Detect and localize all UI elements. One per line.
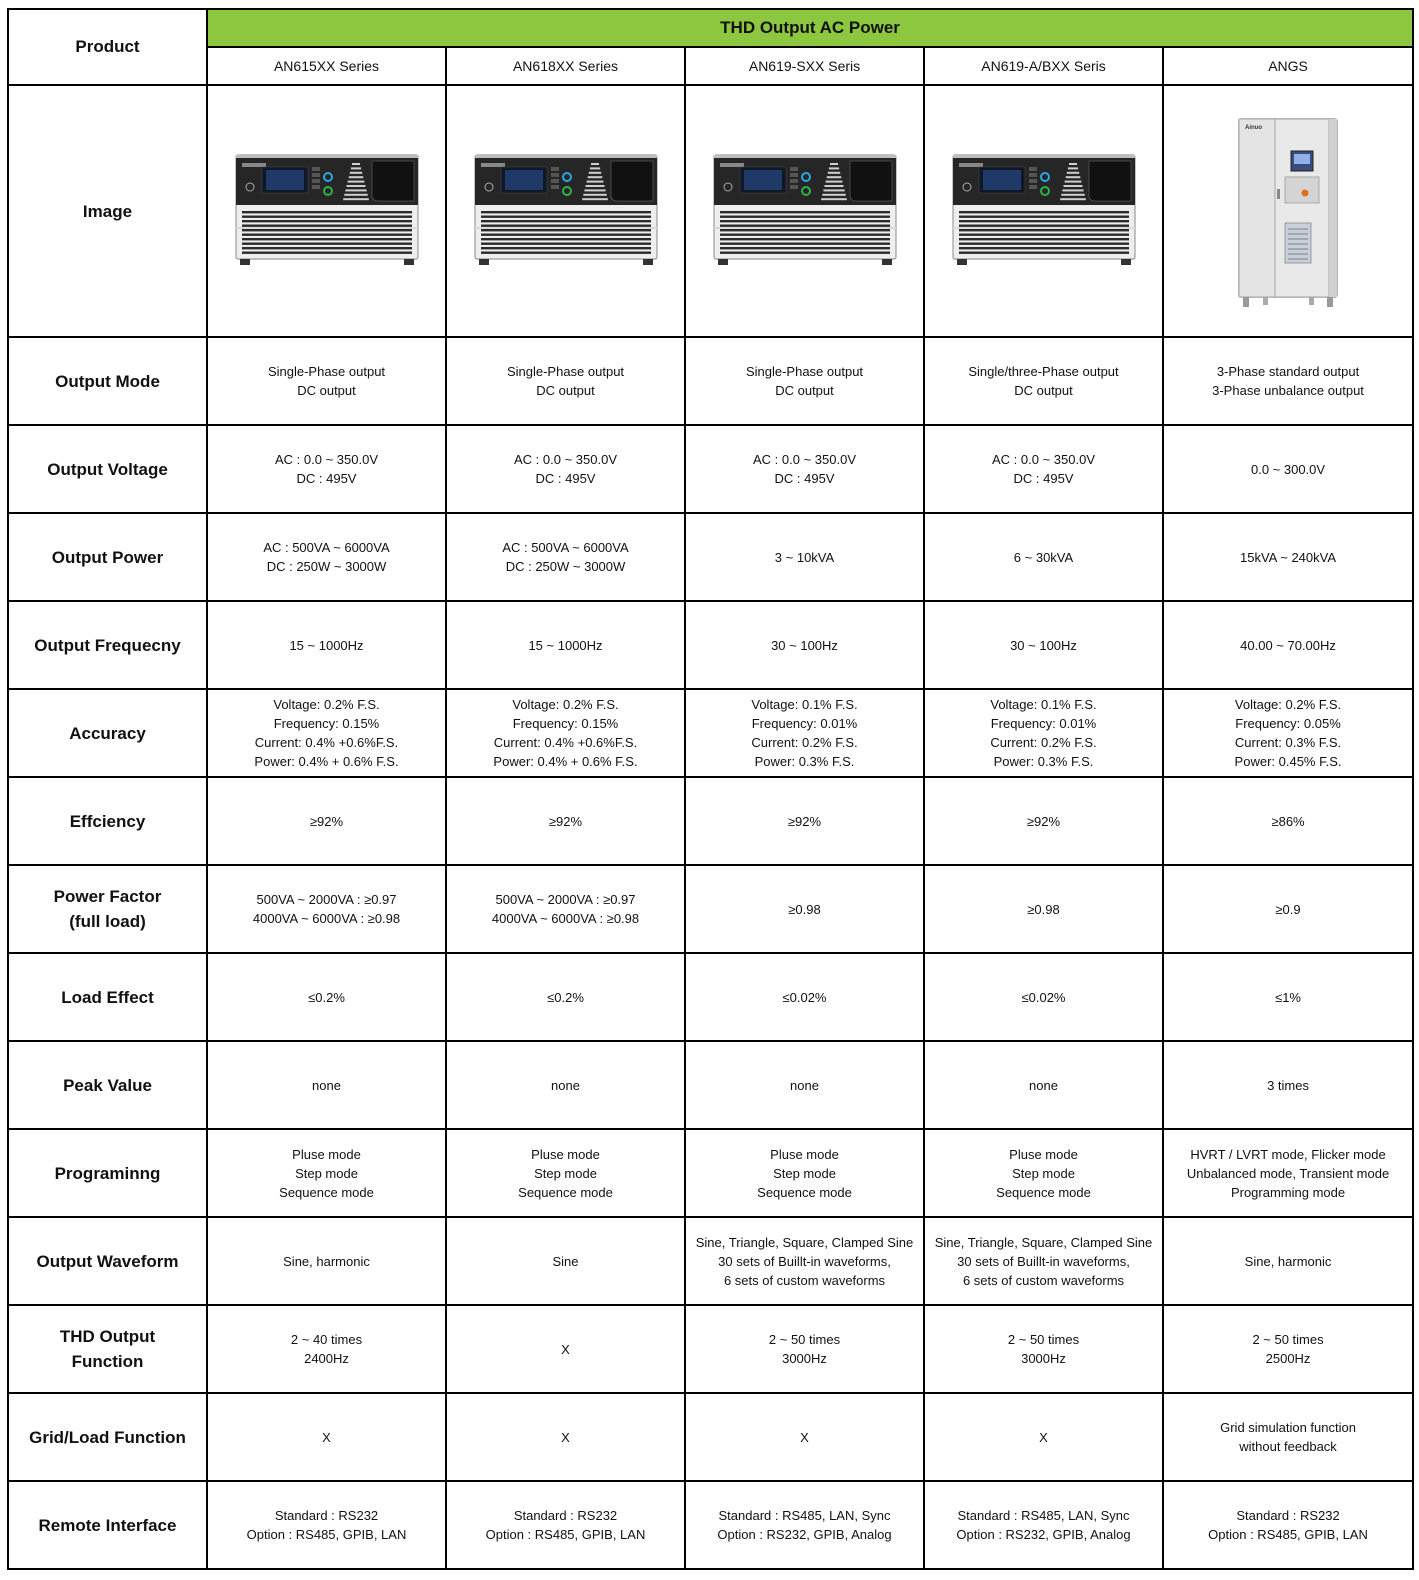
spec-cell: 40.00 ~ 70.00Hz	[1163, 601, 1413, 689]
spec-cell: ≤0.2%	[207, 953, 446, 1041]
spec-cell: 0.0 ~ 300.0V	[1163, 425, 1413, 513]
spec-cell: Voltage: 0.2% F.S. Frequency: 0.15% Current: 0.4% +0.6%F.S. Power: 0.4% + 0.6% F.S.	[207, 689, 446, 777]
spec-cell: X	[924, 1393, 1163, 1481]
row-label: Grid/Load Function	[8, 1393, 207, 1481]
model-row	[8, 47, 1413, 85]
row-label: Output Mode	[8, 337, 207, 425]
spec-cell: ≤0.02%	[924, 953, 1163, 1041]
model-name: ANGS	[1163, 47, 1413, 85]
spec-cell: 2 ~ 40 times 2400Hz	[207, 1305, 446, 1393]
spec-row-remote-interface	[8, 1481, 1413, 1569]
spec-table-body	[8, 9, 1413, 1569]
spec-cell: Standard : RS485, LAN, Sync Option : RS232, GPIB, Analog	[685, 1481, 924, 1569]
spec-cell: ≥92%	[924, 777, 1163, 865]
spec-cell: 15 ~ 1000Hz	[446, 601, 685, 689]
spec-cell: HVRT / LVRT mode, Flicker mode Unbalanced mode, Transient mode Programming mode	[1163, 1129, 1413, 1217]
spec-cell: 2 ~ 50 times 3000Hz	[924, 1305, 1163, 1393]
rack-power-supply-icon	[471, 153, 661, 269]
spec-cell: Sine	[446, 1217, 685, 1305]
rack-power-supply-icon	[710, 153, 900, 269]
spec-cell: AC : 0.0 ~ 350.0V DC : 495V	[207, 425, 446, 513]
spec-row-effciency	[8, 777, 1413, 865]
spec-cell: ≥0.98	[685, 865, 924, 953]
spec-cell: X	[685, 1393, 924, 1481]
spec-cell: Standard : RS232 Option : RS485, GPIB, LAN	[1163, 1481, 1413, 1569]
spec-cell: Single/three-Phase output DC output	[924, 337, 1163, 425]
spec-comparison-table	[7, 8, 1414, 1570]
model-name: AN619-SXX Seris	[685, 47, 924, 85]
spec-cell: ≥86%	[1163, 777, 1413, 865]
spec-row-accuracy	[8, 689, 1413, 777]
spec-row-output-voltage	[8, 425, 1413, 513]
spec-cell: 500VA ~ 2000VA : ≥0.97 4000VA ~ 6000VA : ≥0.98	[207, 865, 446, 953]
group-header-row	[8, 9, 1413, 47]
spec-cell: AC : 500VA ~ 6000VA DC : 250W ~ 3000W	[446, 513, 685, 601]
row-label: Output Frequecny	[8, 601, 207, 689]
spec-cell: ≥92%	[446, 777, 685, 865]
spec-cell: ≥0.98	[924, 865, 1163, 953]
spec-cell: X	[207, 1393, 446, 1481]
spec-row-programinng	[8, 1129, 1413, 1217]
spec-cell: ≤0.02%	[685, 953, 924, 1041]
spec-cell: X	[446, 1305, 685, 1393]
spec-row-output-mode	[8, 337, 1413, 425]
spec-row-peak-value	[8, 1041, 1413, 1129]
row-label: THD Output Function	[8, 1305, 207, 1393]
spec-cell: ≤1%	[1163, 953, 1413, 1041]
spec-row-load-effect	[8, 953, 1413, 1041]
svg-text:Ainuo: Ainuo	[1245, 125, 1263, 131]
spec-cell: AC : 0.0 ~ 350.0V DC : 495V	[446, 425, 685, 513]
spec-cell: Sine, Triangle, Square, Clamped Sine 30 sets of Buillt-in waveforms, 6 sets of custom waveforms	[924, 1217, 1163, 1305]
model-name: AN619-A/BXX Seris	[924, 47, 1163, 85]
spec-cell: 2 ~ 50 times 2500Hz	[1163, 1305, 1413, 1393]
spec-cell: ≥92%	[685, 777, 924, 865]
spec-cell: Pluse mode Step mode Sequence mode	[924, 1129, 1163, 1217]
spec-cell: Voltage: 0.1% F.S. Frequency: 0.01% Current: 0.2% F.S. Power: 0.3% F.S.	[924, 689, 1163, 777]
spec-cell: Sine, Triangle, Square, Clamped Sine 30 sets of Buillt-in waveforms, 6 sets of custom waveforms	[685, 1217, 924, 1305]
spec-cell: none	[446, 1041, 685, 1129]
product-label: Product	[8, 9, 207, 85]
spec-cell: Sine, harmonic	[1163, 1217, 1413, 1305]
row-label: Output Waveform	[8, 1217, 207, 1305]
spec-cell: Single-Phase output DC output	[446, 337, 685, 425]
spec-cell: ≥0.9	[1163, 865, 1413, 953]
spec-row-output-waveform	[8, 1217, 1413, 1305]
model-name: AN615XX Series	[207, 47, 446, 85]
spec-cell: ≤0.2%	[446, 953, 685, 1041]
spec-row-grid-load-function	[8, 1393, 1413, 1481]
row-label: Accuracy	[8, 689, 207, 777]
model-name: AN618XX Series	[446, 47, 685, 85]
spec-cell: AC : 0.0 ~ 350.0V DC : 495V	[924, 425, 1163, 513]
spec-cell: X	[446, 1393, 685, 1481]
spec-cell: AC : 0.0 ~ 350.0V DC : 495V	[685, 425, 924, 513]
spec-cell: none	[685, 1041, 924, 1129]
spec-row-thd-output-function	[8, 1305, 1413, 1393]
spec-cell: Sine, harmonic	[207, 1217, 446, 1305]
group-title: THD Output AC Power	[207, 9, 1413, 47]
spec-cell: Voltage: 0.2% F.S. Frequency: 0.15% Current: 0.4% +0.6%F.S. Power: 0.4% + 0.6% F.S.	[446, 689, 685, 777]
row-label: Effciency	[8, 777, 207, 865]
spec-cell: Standard : RS485, LAN, Sync Option : RS232, GPIB, Analog	[924, 1481, 1163, 1569]
rack-power-supply-icon	[949, 153, 1139, 269]
spec-cell: 500VA ~ 2000VA : ≥0.97 4000VA ~ 6000VA : ≥0.98	[446, 865, 685, 953]
spec-row-output-power	[8, 513, 1413, 601]
spec-cell: Single-Phase output DC output	[207, 337, 446, 425]
spec-cell: 6 ~ 30kVA	[924, 513, 1163, 601]
spec-cell: Voltage: 0.1% F.S. Frequency: 0.01% Current: 0.2% F.S. Power: 0.3% F.S.	[685, 689, 924, 777]
cabinet-power-supply-icon	[1233, 113, 1343, 309]
spec-cell: Pluse mode Step mode Sequence mode	[685, 1129, 924, 1217]
spec-row-output-frequecny	[8, 601, 1413, 689]
spec-cell: 3 ~ 10kVA	[685, 513, 924, 601]
row-label: Output Voltage	[8, 425, 207, 513]
row-label: Output Power	[8, 513, 207, 601]
image-row	[8, 85, 1413, 337]
spec-cell: 3 times	[1163, 1041, 1413, 1129]
rack-power-supply-icon	[232, 153, 422, 269]
row-label: Power Factor (full load)	[8, 865, 207, 953]
spec-cell: Voltage: 0.2% F.S. Frequency: 0.05% Current: 0.3% F.S. Power: 0.45% F.S.	[1163, 689, 1413, 777]
spec-cell: Single-Phase output DC output	[685, 337, 924, 425]
row-label: Peak Value	[8, 1041, 207, 1129]
spec-cell: Grid simulation function without feedback	[1163, 1393, 1413, 1481]
product-image-cell	[924, 85, 1163, 337]
spec-cell: Pluse mode Step mode Sequence mode	[207, 1129, 446, 1217]
image-label: Image	[8, 85, 207, 337]
row-label: Load Effect	[8, 953, 207, 1041]
spec-cell: 30 ~ 100Hz	[685, 601, 924, 689]
spec-cell: 30 ~ 100Hz	[924, 601, 1163, 689]
row-label: Programinng	[8, 1129, 207, 1217]
spec-row-power-factor-full-load	[8, 865, 1413, 953]
spec-cell: none	[207, 1041, 446, 1129]
spec-cell: Standard : RS232 Option : RS485, GPIB, LAN	[446, 1481, 685, 1569]
spec-cell: 15 ~ 1000Hz	[207, 601, 446, 689]
spec-cell: Pluse mode Step mode Sequence mode	[446, 1129, 685, 1217]
product-image-cell	[207, 85, 446, 337]
spec-cell: 2 ~ 50 times 3000Hz	[685, 1305, 924, 1393]
product-image-cell	[446, 85, 685, 337]
spec-cell: ≥92%	[207, 777, 446, 865]
spec-cell: AC : 500VA ~ 6000VA DC : 250W ~ 3000W	[207, 513, 446, 601]
spec-cell: none	[924, 1041, 1163, 1129]
product-image-cell	[685, 85, 924, 337]
spec-cell: Standard : RS232 Option : RS485, GPIB, LAN	[207, 1481, 446, 1569]
spec-cell: 3-Phase standard output 3-Phase unbalance output	[1163, 337, 1413, 425]
row-label: Remote Interface	[8, 1481, 207, 1569]
spec-cell: 15kVA ~ 240kVA	[1163, 513, 1413, 601]
product-image-cell	[1163, 85, 1413, 337]
